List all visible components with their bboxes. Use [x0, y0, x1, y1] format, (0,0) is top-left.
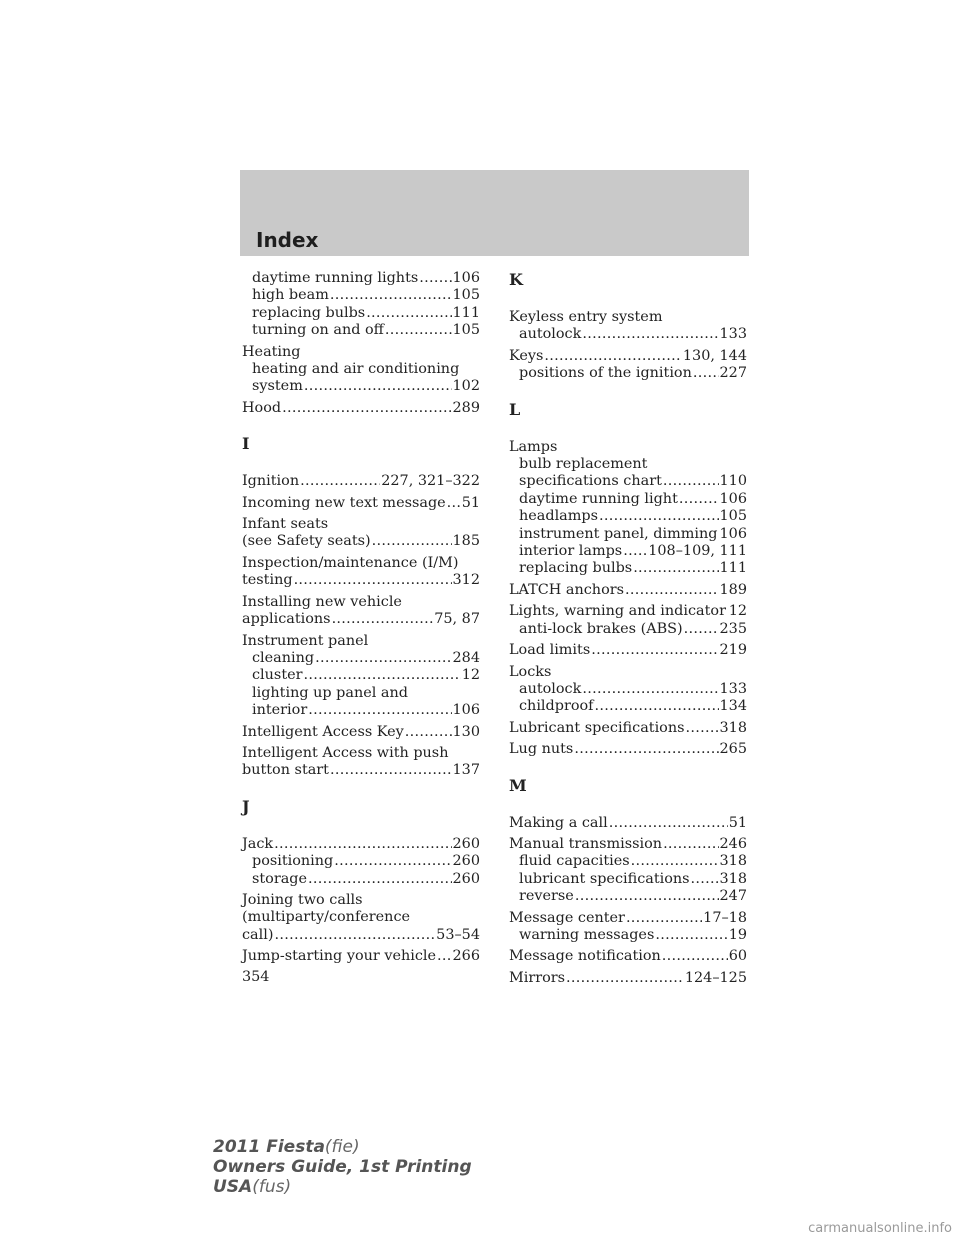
dot-leader: [372, 533, 452, 550]
dot-leader: [684, 621, 719, 638]
index-entry-line: [509, 348, 747, 365]
index-page-ref: 106: [719, 525, 747, 542]
index-term: Lubricant specifications: [509, 719, 685, 736]
index-term: LATCH anchors: [509, 581, 624, 598]
index-term: Message notification: [509, 948, 661, 965]
index-entry: [242, 473, 480, 490]
dot-leader: [304, 667, 461, 684]
index-term: cleaning: [252, 649, 315, 666]
index-page-ref: 17–18: [703, 909, 747, 926]
dot-leader: [334, 853, 451, 870]
dot-leader: [662, 948, 728, 965]
index-term: Installing new vehicle: [242, 593, 402, 610]
index-term: warning messages: [519, 926, 655, 943]
index-entry-line: [242, 836, 480, 853]
index-term: positioning: [252, 853, 334, 870]
index-page-ref: 246: [719, 835, 747, 852]
index-entry-line: [242, 344, 480, 361]
index-page-ref: 108–109, 111: [648, 543, 747, 560]
index-term: (see Safety seats): [242, 533, 371, 550]
index-entry-line: [509, 910, 747, 927]
dot-leader: [574, 741, 718, 758]
index-term: Infant seats: [242, 516, 329, 533]
index-entry-line: [242, 892, 480, 909]
index-term: autolock: [519, 680, 582, 697]
dot-leader: [575, 888, 719, 905]
dot-leader: [419, 270, 451, 287]
index-term: Hood: [242, 399, 282, 416]
index-page-ref: 133: [719, 326, 747, 343]
index-entry: [509, 720, 747, 737]
index-term: (multiparty/conference: [242, 909, 411, 926]
dot-leader: [437, 948, 451, 965]
dot-leader: [623, 543, 647, 560]
index-subentry-line: [509, 456, 747, 473]
dot-leader: [686, 720, 719, 737]
index-page-ref: 75, 87: [434, 611, 480, 628]
index-entry: [509, 664, 747, 716]
index-term: Manual transmission: [509, 835, 663, 852]
index-entry-line: [242, 633, 480, 650]
index-page-ref: 60: [728, 948, 747, 965]
dot-leader: [679, 491, 719, 508]
footer-model: 2011 Fiesta: [213, 1137, 325, 1157]
dot-leader: [274, 836, 451, 853]
dot-leader: [727, 603, 728, 620]
index-entry-line: [242, 495, 480, 512]
watermark-text: carmanualsonline.info: [808, 1221, 952, 1236]
index-term: testing: [242, 572, 293, 589]
index-term: Heating: [242, 343, 301, 360]
index-page-ref: 235: [719, 620, 747, 637]
index-entry-line: [242, 594, 480, 611]
index-page-ref: 105: [452, 287, 480, 304]
dot-leader: [300, 473, 380, 490]
index-term: heating and air conditioning: [252, 361, 460, 378]
index-subentry-line: [242, 685, 480, 702]
dot-leader: [693, 365, 719, 382]
index-term: bulb replacement: [519, 456, 648, 473]
index-term: Locks: [509, 663, 552, 680]
index-entry-line: [242, 400, 480, 417]
index-term: call): [242, 926, 274, 943]
index-entry-line: [242, 745, 480, 762]
index-term: Lights, warning and indicator: [509, 603, 726, 620]
index-term: Mirrors: [509, 969, 566, 986]
index-term: daytime running light: [519, 490, 678, 507]
index-term: Intelligent Access Key: [242, 723, 404, 740]
index-page-ref: 133: [719, 680, 747, 697]
index-term: replacing bulbs: [252, 304, 366, 321]
index-column-right: [509, 270, 747, 987]
index-entry: [509, 603, 747, 638]
dot-leader: [405, 724, 452, 741]
index-page-ref: 260: [452, 853, 480, 870]
index-page-ref: 260: [452, 835, 480, 852]
index-subentry-line: [509, 621, 747, 638]
index-subentry-line: [242, 322, 480, 339]
index-subentry-line: [509, 326, 747, 343]
index-page-ref: 111: [452, 304, 480, 321]
index-letter-heading: J: [242, 796, 250, 816]
index-entry-line: [509, 439, 747, 456]
index-subentry-line: [242, 667, 480, 684]
index-entry-line: [242, 948, 480, 965]
index-entry: [509, 348, 747, 383]
dot-leader: [595, 698, 719, 715]
index-term: daytime running lights: [252, 270, 419, 286]
index-subentry-line: [509, 560, 747, 577]
index-term: storage: [252, 870, 308, 887]
index-entry-line: [509, 642, 747, 659]
index-page-ref: 189: [719, 581, 747, 598]
index-term: applications: [242, 611, 331, 628]
index-term: Ignition: [242, 473, 300, 490]
index-term: turning on and off: [252, 322, 384, 339]
index-entry: [242, 724, 480, 741]
index-entry-line: [242, 473, 480, 490]
index-entry-line: [242, 611, 480, 628]
index-term: interior: [252, 702, 308, 719]
index-page-ref: 102: [452, 378, 480, 395]
footer-market: USA: [213, 1177, 253, 1197]
index-entry-line: [509, 582, 747, 599]
index-entry: [509, 642, 747, 659]
index-page-ref: 111: [719, 560, 747, 577]
index-subentry-line: [242, 287, 480, 304]
index-term: specifications chart: [519, 473, 662, 490]
index-page-ref: 106: [452, 270, 480, 286]
index-subentry-line: [509, 491, 747, 508]
index-subentry-line: [509, 473, 747, 490]
index-entry-line: [509, 836, 747, 853]
dot-leader: [582, 681, 718, 698]
dot-leader: [330, 762, 452, 779]
index-entry-line: [509, 815, 747, 832]
index-term: Lug nuts: [509, 741, 574, 758]
dot-leader: [447, 495, 461, 512]
index-entry-line: [509, 720, 747, 737]
footer-guide: Owners Guide, 1st Printing: [213, 1157, 472, 1177]
index-page-ref: 53–54: [436, 926, 480, 943]
index-page-ref: 284: [452, 649, 480, 666]
index-letter-heading: I: [242, 434, 250, 454]
index-subentry-line: [242, 702, 480, 719]
index-term: Load limits: [509, 642, 591, 659]
index-term: Making a call: [509, 814, 608, 831]
index-term: Lamps: [509, 438, 558, 455]
index-page-ref: 247: [719, 888, 747, 905]
index-entry-line: [242, 762, 480, 779]
index-page-ref: 266: [452, 948, 480, 965]
index-page-ref: 312: [452, 572, 480, 589]
section-title: Index: [256, 228, 319, 252]
index-term: Jump-starting your vehicle: [242, 948, 437, 965]
index-page-ref: 106: [452, 702, 480, 719]
index-entry: [242, 555, 480, 590]
index-letter-heading: K: [509, 270, 523, 289]
footer-market-code: (fus): [252, 1177, 292, 1197]
dot-leader: [304, 378, 452, 395]
index-entry: [509, 309, 747, 344]
index-entry-line: [242, 927, 480, 944]
index-entry: [242, 270, 480, 340]
index-term: Inspection/maintenance (I/M): [242, 554, 459, 571]
index-entry-line: [242, 533, 480, 550]
index-entry-line: [509, 309, 747, 326]
index-entry: [509, 910, 747, 945]
index-subentry-line: [242, 871, 480, 888]
index-term: autolock: [519, 326, 582, 343]
dot-leader: [631, 853, 719, 870]
index-page-ref: 318: [719, 853, 747, 870]
index-term: reverse: [519, 888, 574, 905]
dot-leader: [609, 815, 728, 832]
dot-leader: [308, 702, 451, 719]
index-term: system: [252, 378, 303, 395]
index-subentry-line: [509, 853, 747, 870]
index-entry-line: [509, 741, 747, 758]
index-term: headlamps: [519, 508, 599, 525]
index-subentry-line: [242, 305, 480, 322]
index-subentry-line: [509, 871, 747, 888]
index-term: replacing bulbs: [519, 560, 633, 577]
index-entry: [242, 516, 480, 551]
index-page-ref: 227: [719, 365, 747, 382]
index-entry: [509, 582, 747, 599]
index-page-ref: 19: [728, 926, 747, 943]
index-entry: [242, 495, 480, 512]
dot-leader: [544, 348, 682, 365]
index-term: fluid capacities: [519, 853, 630, 870]
index-term: lighting up panel and: [252, 684, 408, 701]
page-number: 354: [242, 969, 270, 985]
index-subentry-line: [509, 526, 747, 543]
index-subentry-line: [509, 927, 747, 944]
index-term: Incoming new text message: [242, 494, 446, 511]
footer-model-code: (fie): [324, 1137, 360, 1157]
index-page-ref: 106: [719, 490, 747, 507]
index-subentry-line: [509, 508, 747, 525]
index-page-ref: 219: [719, 642, 747, 659]
index-page-ref: 227, 321–322: [381, 473, 480, 490]
index-page-ref: 130, 144: [682, 347, 747, 364]
dot-leader: [274, 927, 435, 944]
index-entry: [242, 633, 480, 720]
index-entry: [242, 344, 480, 396]
section-header-band: [240, 170, 749, 256]
index-term: Keyless entry system: [509, 309, 663, 325]
index-page-ref: 51: [461, 494, 480, 511]
dot-leader: [663, 473, 719, 490]
index-entry-line: [242, 572, 480, 589]
index-term: Intelligent Access with push: [242, 744, 449, 761]
index-term: Instrument panel: [242, 632, 369, 649]
index-page-ref: 185: [452, 533, 480, 550]
dot-leader: [308, 871, 452, 888]
index-term: anti-lock brakes (ABS): [519, 620, 683, 637]
index-entry: [242, 745, 480, 780]
index-term: cluster: [252, 667, 303, 684]
index-entry-line: [509, 970, 747, 987]
dot-leader: [566, 970, 684, 987]
index-page-ref: 134: [719, 698, 747, 715]
index-term: Message center: [509, 909, 625, 926]
index-entry: [242, 836, 480, 888]
index-term: lubricant specifications: [519, 870, 690, 887]
index-entry: [242, 892, 480, 944]
index-page-ref: 51: [728, 814, 747, 831]
index-page-ref: 105: [719, 508, 747, 525]
index-term: instrument panel, dimming: [519, 525, 718, 542]
dot-leader: [625, 582, 719, 599]
index-term: high beam: [252, 287, 329, 304]
index-letter-heading: L: [509, 399, 521, 419]
index-subentry-line: [242, 361, 480, 378]
index-page-ref: 110: [719, 473, 747, 490]
index-page-ref: 137: [452, 762, 480, 779]
index-entry: [242, 948, 480, 965]
index-term: positions of the ignition: [519, 365, 692, 382]
dot-leader: [385, 322, 452, 339]
index-entry: [509, 948, 747, 965]
document-footer: [213, 1137, 472, 1197]
dot-leader: [663, 836, 718, 853]
dot-leader: [655, 927, 727, 944]
index-entry: [509, 970, 747, 987]
index-entry-line: [242, 555, 480, 572]
index-entry: [242, 594, 480, 629]
index-page-ref: 260: [452, 870, 480, 887]
index-subentry-line: [242, 650, 480, 667]
index-subentry-line: [509, 543, 747, 560]
index-term: Jack: [242, 835, 274, 852]
index-term: Keys: [509, 347, 544, 364]
index-page-ref: 12: [461, 667, 480, 684]
dot-leader: [282, 400, 451, 417]
index-term: Joining two calls: [242, 891, 363, 908]
index-page-ref: 12: [728, 603, 747, 620]
index-entry: [509, 439, 747, 578]
index-subentry-line: [509, 698, 747, 715]
index-entry-line: [509, 664, 747, 681]
index-entry-line: [242, 724, 480, 741]
index-entry: [509, 836, 747, 906]
dot-leader: [582, 326, 718, 343]
index-term: interior lamps: [519, 543, 623, 560]
dot-leader: [626, 910, 702, 927]
index-subentry-line: [242, 853, 480, 870]
index-subentry-line: [509, 681, 747, 698]
index-subentry-line: [242, 378, 480, 395]
dot-leader: [294, 572, 452, 589]
dot-leader: [332, 611, 434, 628]
dot-leader: [691, 871, 719, 888]
dot-leader: [599, 508, 719, 525]
index-entry: [509, 741, 747, 758]
index-column-left: [242, 270, 480, 966]
index-page-ref: 318: [719, 719, 747, 736]
index-entry-line: [509, 603, 747, 620]
index-subentry-line: [509, 888, 747, 905]
dot-leader: [591, 642, 718, 659]
index-page-ref: 124–125: [684, 969, 747, 986]
index-entry-line: [242, 516, 480, 533]
index-page-ref: 265: [719, 741, 747, 758]
dot-leader: [315, 650, 451, 667]
index-page-ref: 105: [452, 322, 480, 339]
index-entry-line: [242, 909, 480, 926]
index-entry-line: [509, 948, 747, 965]
dot-leader: [366, 305, 451, 322]
index-page-ref: 318: [719, 870, 747, 887]
index-entry: [509, 815, 747, 832]
dot-leader: [330, 287, 452, 304]
index-term: button start: [242, 762, 329, 779]
index-subentry-line: [242, 270, 480, 287]
index-subentry-line: [509, 365, 747, 382]
dot-leader: [633, 560, 718, 577]
index-letter-heading: M: [509, 775, 527, 795]
index-page-ref: 130: [452, 723, 480, 740]
index-entry: [242, 400, 480, 417]
index-page-ref: 289: [452, 399, 480, 416]
index-term: childproof: [519, 698, 594, 715]
